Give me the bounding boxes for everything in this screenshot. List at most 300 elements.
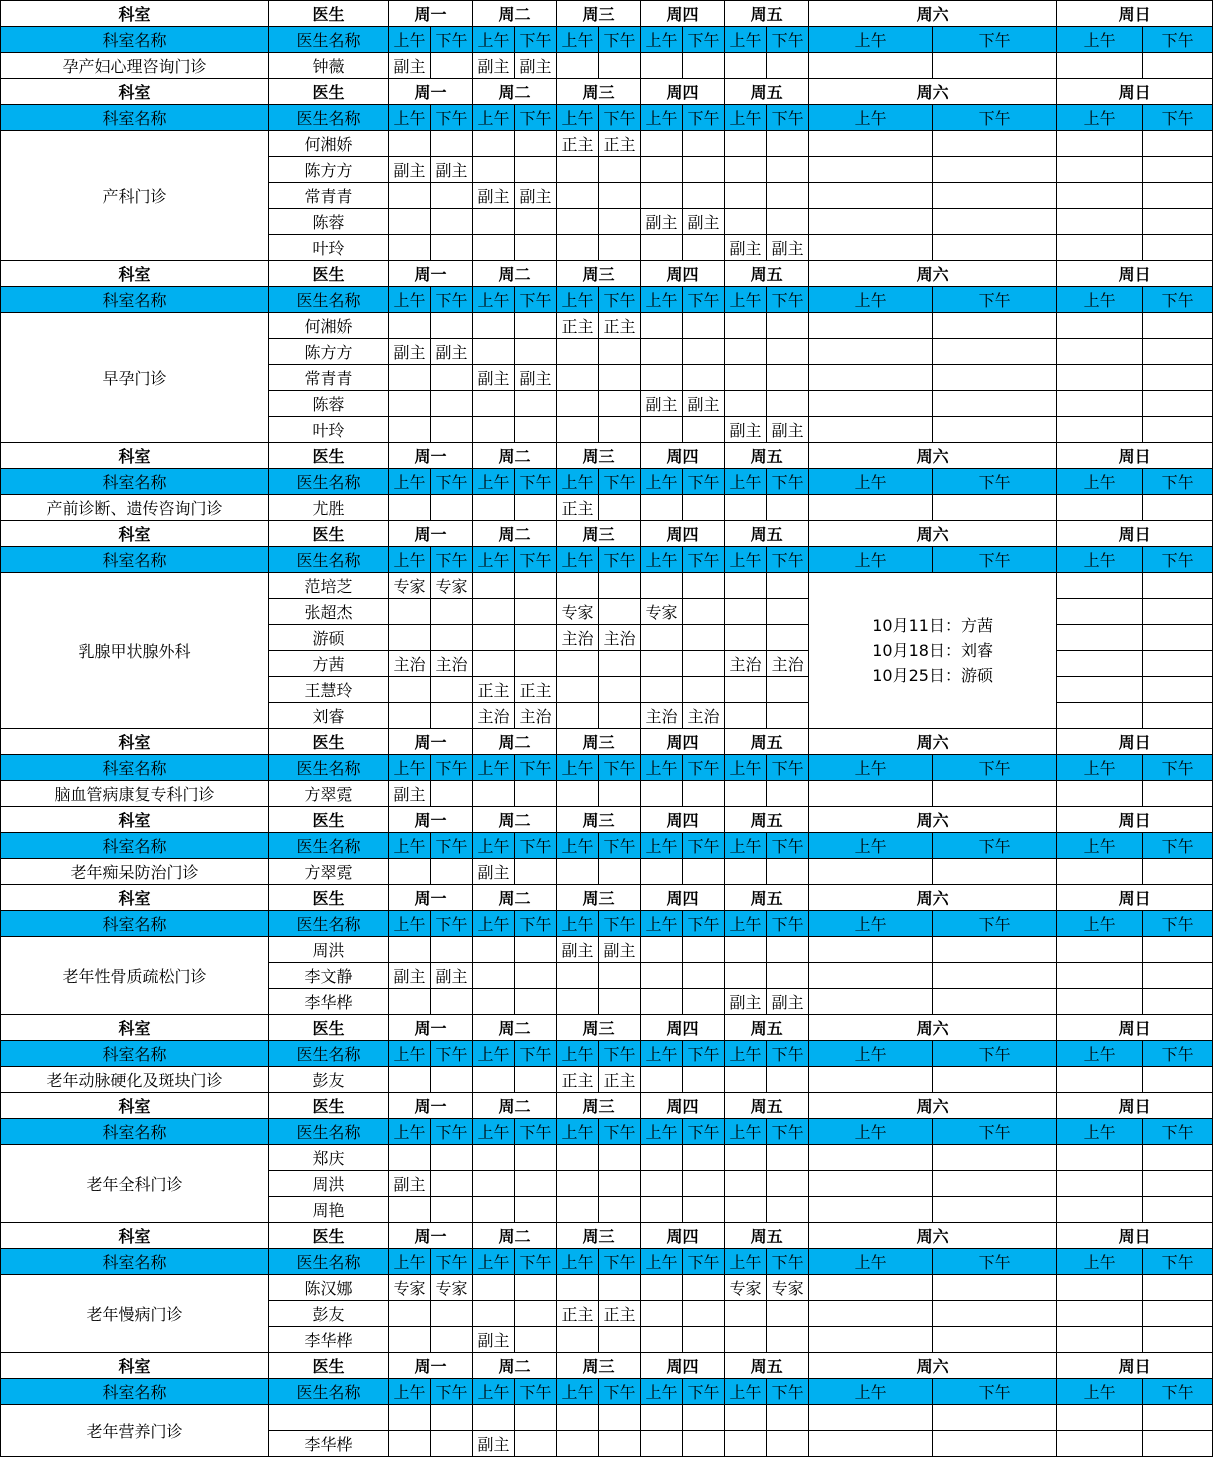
slot-cell: [1143, 235, 1213, 261]
slot-cell: [515, 339, 557, 365]
doctor-name: [269, 1405, 389, 1431]
slot-cell: [431, 495, 473, 521]
slot-cell: [599, 1171, 641, 1197]
day-header: 周一: [389, 1093, 473, 1119]
pm-header: 下午: [599, 1379, 641, 1405]
slot-cell: [473, 131, 515, 157]
doctor-name: 周艳: [269, 1197, 389, 1223]
doctor-header: 医生: [269, 521, 389, 547]
day-header: 周五: [725, 443, 809, 469]
table-row: [1, 1145, 1213, 1171]
subheader-row: [1, 1249, 1213, 1275]
day-header: 周一: [389, 443, 473, 469]
table-row: [1, 573, 1213, 599]
slot-cell: [515, 651, 557, 677]
slot-cell: [1143, 1145, 1213, 1171]
pm-header: 下午: [767, 755, 809, 781]
day-header: 周日: [1057, 1093, 1213, 1119]
am-header: 上午: [473, 1249, 515, 1275]
doctor-name-header: 医生名称: [269, 1119, 389, 1145]
slot-cell: [1057, 1145, 1143, 1171]
pm-header: 下午: [683, 1379, 725, 1405]
am-header: 上午: [389, 833, 431, 859]
slot-cell: [599, 1327, 641, 1353]
slot-cell: [515, 131, 557, 157]
slot-cell: [683, 859, 725, 885]
pm-header: 下午: [431, 755, 473, 781]
slot-cell: [641, 365, 683, 391]
slot-cell: [1057, 495, 1143, 521]
slot-cell: [599, 599, 641, 625]
subheader-row: [1, 755, 1213, 781]
dept-header: 科室: [1, 261, 269, 287]
pm-header: 下午: [767, 547, 809, 573]
slot-cell: [431, 859, 473, 885]
slot-cell: [725, 157, 767, 183]
slot-cell: [515, 781, 557, 807]
slot-cell: [599, 365, 641, 391]
slot-cell: [599, 53, 641, 79]
pm-header: 下午: [683, 1041, 725, 1067]
slot-cell: [1057, 313, 1143, 339]
slot-cell: 正主: [599, 313, 641, 339]
slot-cell: [599, 1275, 641, 1301]
slot-cell: [599, 1431, 641, 1457]
day-header: 周六: [809, 1223, 1057, 1249]
slot-cell: 副主: [389, 963, 431, 989]
slot-cell: 副主: [725, 235, 767, 261]
slot-cell: [431, 1405, 473, 1431]
slot-cell: 专家: [431, 573, 473, 599]
slot-cell: [641, 963, 683, 989]
slot-cell: [725, 859, 767, 885]
slot-cell: [599, 235, 641, 261]
pm-header: 下午: [515, 1249, 557, 1275]
doctor-name: 方茜: [269, 651, 389, 677]
slot-cell: [599, 495, 641, 521]
slot-cell: [683, 417, 725, 443]
am-header: 上午: [809, 1379, 933, 1405]
slot-cell: [599, 157, 641, 183]
slot-cell: [557, 183, 599, 209]
slot-cell: [683, 1067, 725, 1093]
slot-cell: [725, 183, 767, 209]
doctor-name: 陈蓉: [269, 391, 389, 417]
slot-cell: [389, 365, 431, 391]
slot-cell: 副主: [431, 339, 473, 365]
am-header: 上午: [725, 1041, 767, 1067]
day-header: 周二: [473, 885, 557, 911]
slot-cell: [1057, 781, 1143, 807]
table-row: [1, 131, 1213, 157]
day-header: 周日: [1057, 261, 1213, 287]
slot-cell: [1143, 677, 1213, 703]
header-row: [1, 521, 1213, 547]
slot-cell: [933, 781, 1057, 807]
slot-cell: [1057, 1431, 1143, 1457]
dept-name-header: 科室名称: [1, 911, 269, 937]
slot-cell: 副主: [473, 183, 515, 209]
slot-cell: [641, 937, 683, 963]
slot-cell: [641, 1405, 683, 1431]
subheader-row: [1, 1119, 1213, 1145]
slot-cell: [473, 1197, 515, 1223]
day-header: 周四: [641, 1093, 725, 1119]
doctor-name: 范培芝: [269, 573, 389, 599]
dept-name: 老年全科门诊: [1, 1145, 269, 1223]
slot-cell: [557, 651, 599, 677]
subheader-row: [1, 27, 1213, 53]
schedule-body: [1, 1, 1213, 1457]
doctor-header: 医生: [269, 729, 389, 755]
slot-cell: [683, 235, 725, 261]
slot-cell: [725, 495, 767, 521]
day-header: 周三: [557, 807, 641, 833]
slot-cell: [473, 313, 515, 339]
slot-cell: [683, 1405, 725, 1431]
slot-cell: [515, 1275, 557, 1301]
slot-cell: [389, 391, 431, 417]
slot-cell: [473, 625, 515, 651]
slot-cell: [641, 651, 683, 677]
slot-cell: [641, 1171, 683, 1197]
slot-cell: 主治: [767, 651, 809, 677]
slot-cell: [809, 157, 933, 183]
slot-cell: [599, 703, 641, 729]
day-header: 周日: [1057, 807, 1213, 833]
am-header: 上午: [557, 287, 599, 313]
slot-cell: [599, 1145, 641, 1171]
am-header: 上午: [725, 911, 767, 937]
slot-cell: [431, 1145, 473, 1171]
slot-cell: [641, 1301, 683, 1327]
slot-cell: [557, 1145, 599, 1171]
am-header: 上午: [641, 755, 683, 781]
slot-cell: [431, 1067, 473, 1093]
slot-cell: [1143, 1275, 1213, 1301]
pm-header: 下午: [515, 1119, 557, 1145]
doctor-header: 医生: [269, 1223, 389, 1249]
slot-cell: [641, 1327, 683, 1353]
dept-header: 科室: [1, 729, 269, 755]
slot-cell: [473, 1275, 515, 1301]
doctor-name-header: 医生名称: [269, 1249, 389, 1275]
pm-header: 下午: [767, 1119, 809, 1145]
am-header: 上午: [725, 1249, 767, 1275]
slot-cell: 专家: [641, 599, 683, 625]
pm-header: 下午: [515, 1379, 557, 1405]
pm-header: 下午: [683, 1249, 725, 1275]
slot-cell: [683, 53, 725, 79]
slot-cell: [1143, 1171, 1213, 1197]
day-header: 周三: [557, 1353, 641, 1379]
pm-header: 下午: [515, 1041, 557, 1067]
day-header: 周日: [1057, 1223, 1213, 1249]
slot-cell: [933, 235, 1057, 261]
slot-cell: [641, 781, 683, 807]
pm-header: 下午: [431, 27, 473, 53]
slot-cell: [389, 677, 431, 703]
slot-cell: [1057, 963, 1143, 989]
am-header: 上午: [1057, 833, 1143, 859]
day-header: 周三: [557, 79, 641, 105]
am-header: 上午: [473, 833, 515, 859]
slot-cell: [557, 859, 599, 885]
am-header: 上午: [1057, 27, 1143, 53]
slot-cell: 副主: [389, 339, 431, 365]
slot-cell: [725, 131, 767, 157]
slot-cell: [557, 339, 599, 365]
slot-cell: [1143, 599, 1213, 625]
slot-cell: [557, 417, 599, 443]
day-header: 周四: [641, 261, 725, 287]
slot-cell: [1143, 781, 1213, 807]
slot-cell: [767, 495, 809, 521]
slot-cell: 专家: [725, 1275, 767, 1301]
slot-cell: [389, 625, 431, 651]
slot-cell: [767, 1431, 809, 1457]
slot-cell: [1143, 1301, 1213, 1327]
pm-header: 下午: [767, 287, 809, 313]
doctor-name: 刘睿: [269, 703, 389, 729]
doctor-name: 游硕: [269, 625, 389, 651]
slot-cell: 主治: [389, 651, 431, 677]
slot-cell: [1057, 937, 1143, 963]
dept-name: 老年慢病门诊: [1, 1275, 269, 1353]
day-header: 周二: [473, 1, 557, 27]
slot-cell: 专家: [389, 573, 431, 599]
slot-cell: [1057, 131, 1143, 157]
slot-cell: [641, 235, 683, 261]
slot-cell: [1057, 625, 1143, 651]
slot-cell: [599, 781, 641, 807]
slot-cell: [1143, 573, 1213, 599]
slot-cell: [933, 963, 1057, 989]
pm-header: 下午: [767, 1379, 809, 1405]
slot-cell: [683, 495, 725, 521]
day-header: 周一: [389, 79, 473, 105]
saturday-note: [809, 573, 1057, 729]
am-header: 上午: [809, 287, 933, 313]
pm-header: 下午: [683, 105, 725, 131]
slot-cell: [767, 157, 809, 183]
slot-cell: [431, 53, 473, 79]
slot-cell: [641, 1275, 683, 1301]
saturday-note-line: 10月25日：游硕: [872, 666, 993, 685]
slot-cell: [389, 1327, 431, 1353]
slot-cell: [1057, 989, 1143, 1015]
slot-cell: [683, 365, 725, 391]
slot-cell: [767, 1145, 809, 1171]
day-header: 周日: [1057, 521, 1213, 547]
slot-cell: 正主: [599, 1067, 641, 1093]
slot-cell: [683, 573, 725, 599]
slot-cell: 副主: [431, 963, 473, 989]
slot-cell: [557, 963, 599, 989]
am-header: 上午: [557, 105, 599, 131]
slot-cell: [599, 963, 641, 989]
slot-cell: [473, 651, 515, 677]
day-header: 周五: [725, 261, 809, 287]
am-header: 上午: [473, 911, 515, 937]
slot-cell: [431, 625, 473, 651]
dept-name-header: 科室名称: [1, 287, 269, 313]
day-header: 周二: [473, 443, 557, 469]
slot-cell: [515, 209, 557, 235]
am-header: 上午: [473, 287, 515, 313]
slot-cell: [431, 417, 473, 443]
slot-cell: [473, 417, 515, 443]
slot-cell: [809, 209, 933, 235]
am-header: 上午: [389, 911, 431, 937]
day-header: 周六: [809, 1353, 1057, 1379]
day-header: 周三: [557, 729, 641, 755]
slot-cell: [515, 599, 557, 625]
day-header: 周四: [641, 1223, 725, 1249]
day-header: 周四: [641, 1, 725, 27]
slot-cell: [683, 937, 725, 963]
dept-name-header: 科室名称: [1, 1379, 269, 1405]
slot-cell: [1143, 989, 1213, 1015]
am-header: 上午: [809, 833, 933, 859]
am-header: 上午: [725, 469, 767, 495]
slot-cell: [557, 53, 599, 79]
slot-cell: [431, 1301, 473, 1327]
day-header: 周一: [389, 261, 473, 287]
slot-cell: [767, 703, 809, 729]
slot-cell: [1143, 131, 1213, 157]
slot-cell: [515, 1301, 557, 1327]
slot-cell: [1143, 313, 1213, 339]
slot-cell: [1143, 703, 1213, 729]
slot-cell: [933, 339, 1057, 365]
pm-header: 下午: [1143, 833, 1213, 859]
pm-header: 下午: [933, 1119, 1057, 1145]
slot-cell: 主治: [557, 625, 599, 651]
slot-cell: [933, 1197, 1057, 1223]
doctor-header: 医生: [269, 443, 389, 469]
doctor-name: 陈方方: [269, 339, 389, 365]
am-header: 上午: [809, 1249, 933, 1275]
am-header: 上午: [1057, 1119, 1143, 1145]
pm-header: 下午: [431, 1379, 473, 1405]
slot-cell: 主治: [515, 703, 557, 729]
doctor-name: 周洪: [269, 937, 389, 963]
dept-name-header: 科室名称: [1, 1249, 269, 1275]
am-header: 上午: [1057, 1041, 1143, 1067]
slot-cell: [1143, 1067, 1213, 1093]
pm-header: 下午: [933, 755, 1057, 781]
slot-cell: [725, 963, 767, 989]
table-row: [1, 859, 1213, 885]
slot-cell: [933, 1067, 1057, 1093]
day-header: 周日: [1057, 1, 1213, 27]
pm-header: 下午: [767, 27, 809, 53]
slot-cell: [933, 183, 1057, 209]
pm-header: 下午: [515, 755, 557, 781]
slot-cell: [767, 183, 809, 209]
slot-cell: 副主: [683, 391, 725, 417]
day-header: 周五: [725, 1223, 809, 1249]
am-header: 上午: [725, 1119, 767, 1145]
day-header: 周四: [641, 729, 725, 755]
slot-cell: [767, 937, 809, 963]
slot-cell: [683, 339, 725, 365]
slot-cell: [389, 1145, 431, 1171]
slot-cell: [515, 1067, 557, 1093]
pm-header: 下午: [599, 547, 641, 573]
pm-header: 下午: [599, 1249, 641, 1275]
slot-cell: 主治: [473, 703, 515, 729]
slot-cell: 副主: [767, 235, 809, 261]
slot-cell: [725, 1145, 767, 1171]
slot-cell: [809, 1275, 933, 1301]
day-header: 周一: [389, 729, 473, 755]
day-header: 周一: [389, 1353, 473, 1379]
day-header: 周一: [389, 1223, 473, 1249]
am-header: 上午: [557, 1041, 599, 1067]
slot-cell: [599, 1405, 641, 1431]
pm-header: 下午: [1143, 755, 1213, 781]
day-header: 周五: [725, 1, 809, 27]
slot-cell: [809, 937, 933, 963]
pm-header: 下午: [599, 1041, 641, 1067]
pm-header: 下午: [767, 1041, 809, 1067]
slot-cell: [389, 131, 431, 157]
slot-cell: [473, 391, 515, 417]
slot-cell: [641, 1197, 683, 1223]
slot-cell: [683, 1275, 725, 1301]
dept-name-header: 科室名称: [1, 105, 269, 131]
slot-cell: [515, 417, 557, 443]
slot-cell: [809, 1197, 933, 1223]
pm-header: 下午: [431, 287, 473, 313]
slot-cell: [809, 1145, 933, 1171]
slot-cell: [933, 1301, 1057, 1327]
slot-cell: [1057, 677, 1143, 703]
slot-cell: [389, 235, 431, 261]
day-header: 周四: [641, 521, 725, 547]
slot-cell: [725, 703, 767, 729]
slot-cell: [933, 1327, 1057, 1353]
pm-header: 下午: [683, 27, 725, 53]
slot-cell: [473, 937, 515, 963]
slot-cell: [1143, 495, 1213, 521]
slot-cell: [1057, 1327, 1143, 1353]
slot-cell: [473, 1405, 515, 1431]
pm-header: 下午: [683, 911, 725, 937]
slot-cell: [557, 781, 599, 807]
slot-cell: [431, 781, 473, 807]
pm-header: 下午: [767, 105, 809, 131]
doctor-header: 医生: [269, 1353, 389, 1379]
dept-name: 老年性骨质疏松门诊: [1, 937, 269, 1015]
day-header: 周日: [1057, 79, 1213, 105]
slot-cell: [683, 1197, 725, 1223]
doctor-name: 李华桦: [269, 989, 389, 1015]
slot-cell: [809, 495, 933, 521]
table-row: [1, 313, 1213, 339]
am-header: 上午: [809, 755, 933, 781]
slot-cell: 副主: [473, 1327, 515, 1353]
slot-cell: [1057, 53, 1143, 79]
day-header: 周五: [725, 729, 809, 755]
day-header: 周六: [809, 521, 1057, 547]
day-header: 周三: [557, 1, 641, 27]
slot-cell: [473, 1171, 515, 1197]
dept-name-header: 科室名称: [1, 469, 269, 495]
doctor-name-header: 医生名称: [269, 547, 389, 573]
